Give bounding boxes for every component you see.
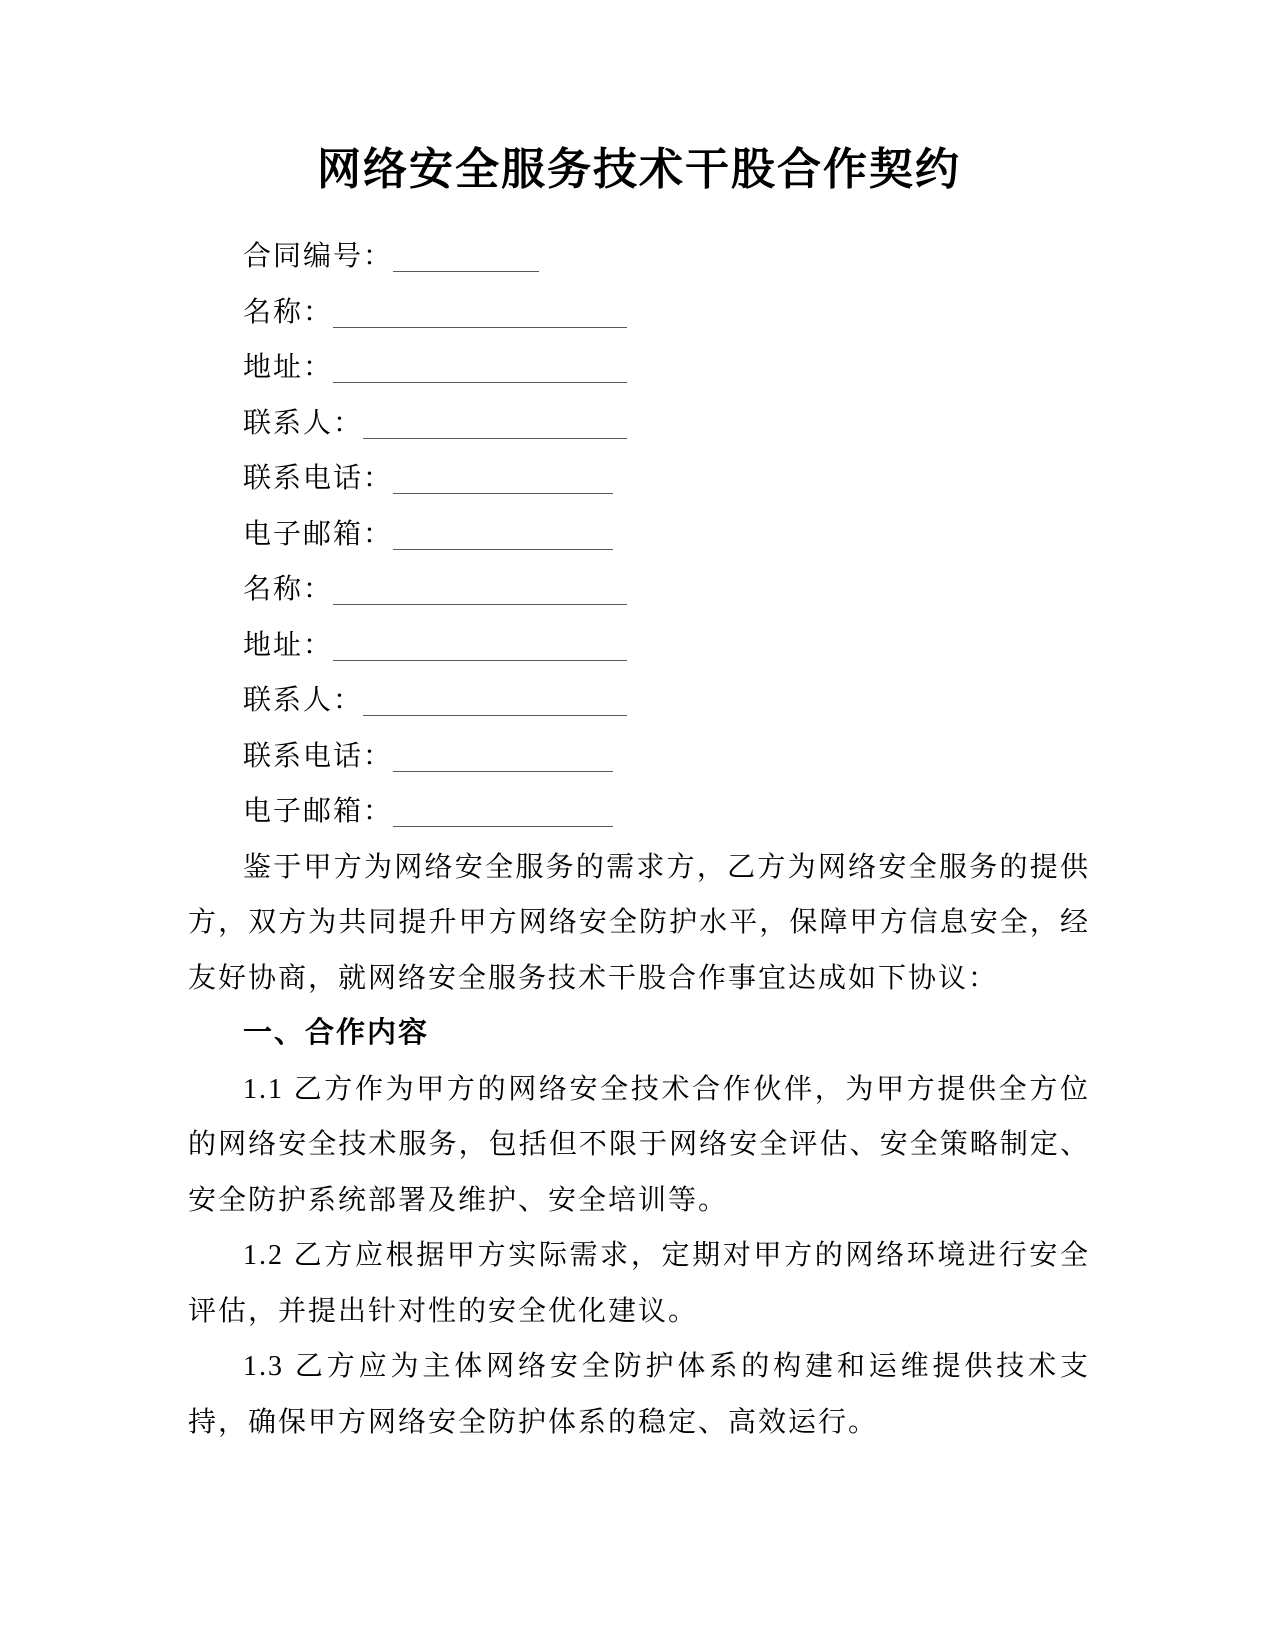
- field-row-party-b-email: [188, 784, 1090, 840]
- intro-paragraph: 鉴于甲方为网络安全服务的需求方，乙方为网络安全服务的提供方，双方为共同提升甲方网络安全防护水平，保障甲方信息安全，经友好协商，就网络安全服务技术干股合作事宜达成如下协议：: [188, 851, 1090, 994]
- party-a-contact-label: 联系人：: [243, 407, 364, 439]
- party-b-name-label: 名称：: [243, 574, 334, 605]
- party-a-email-label: 电子邮箱：: [243, 518, 394, 550]
- field-row-party-a-contact: [188, 396, 1090, 452]
- party-a-email-blank-line: [393, 515, 613, 550]
- field-row-party-b-phone: [188, 729, 1090, 785]
- party-a-phone-label: 联系电话：: [243, 463, 394, 494]
- party-b-phone-label: 联系电话：: [243, 740, 394, 772]
- party-b-address-label: 地址：: [243, 629, 334, 661]
- party-b-contact-label: 联系人：: [243, 685, 364, 716]
- contract-header-fields: [188, 229, 1090, 840]
- party-a-contact-blank-line: [363, 404, 627, 439]
- clause-1-2: 1.2 乙方应根据甲方实际需求，定期对甲方的网络环境进行安全评估，并提出针对性的安全优化建议。: [188, 1240, 1090, 1327]
- party-b-name-blank-line: [333, 570, 627, 605]
- party-b-contact-blank-line: [363, 681, 627, 716]
- field-row-party-b-contact: [188, 673, 1090, 729]
- clause-1-1: 1.1 乙方作为甲方的网络安全技术合作伙伴，为甲方提供全方位的网络安全技术服务，包括但不限于网络安全评估、安全策略制定、安全防护系统部署及维护、安全培训等。: [188, 1073, 1090, 1216]
- party-b-phone-blank-line: [393, 737, 613, 772]
- field-row-party-a-email: [188, 507, 1090, 563]
- contract-number-blank-line: [393, 237, 539, 272]
- contract-number-label: 合同编号：: [243, 241, 394, 272]
- party-a-phone-blank-line: [393, 459, 613, 494]
- field-row-contract-number: [188, 229, 1090, 285]
- clause-1-3: 1.3 乙方应为主体网络安全防护体系的构建和运维提供技术支持，确保甲方网络安全防护体系的稳定、高效运行。: [188, 1351, 1090, 1438]
- document-title: 网络安全服务技术干股合作契约: [317, 145, 961, 194]
- field-row-party-b-name: [188, 562, 1090, 618]
- field-row-party-a-name: [188, 285, 1090, 341]
- section-1-heading: 一、合作内容: [243, 1017, 430, 1049]
- field-row-party-a-phone: [188, 451, 1090, 507]
- party-a-address-blank-line: [333, 348, 627, 383]
- party-a-name-label: 名称：: [243, 296, 334, 328]
- party-a-address-label: 地址：: [243, 352, 334, 383]
- party-b-address-blank-line: [333, 626, 627, 661]
- field-row-party-a-address: [188, 340, 1090, 396]
- party-a-name-blank-line: [333, 293, 627, 328]
- party-b-email-label: 电子邮箱：: [243, 796, 394, 827]
- field-row-party-b-address: [188, 618, 1090, 674]
- party-b-email-blank-line: [393, 792, 613, 827]
